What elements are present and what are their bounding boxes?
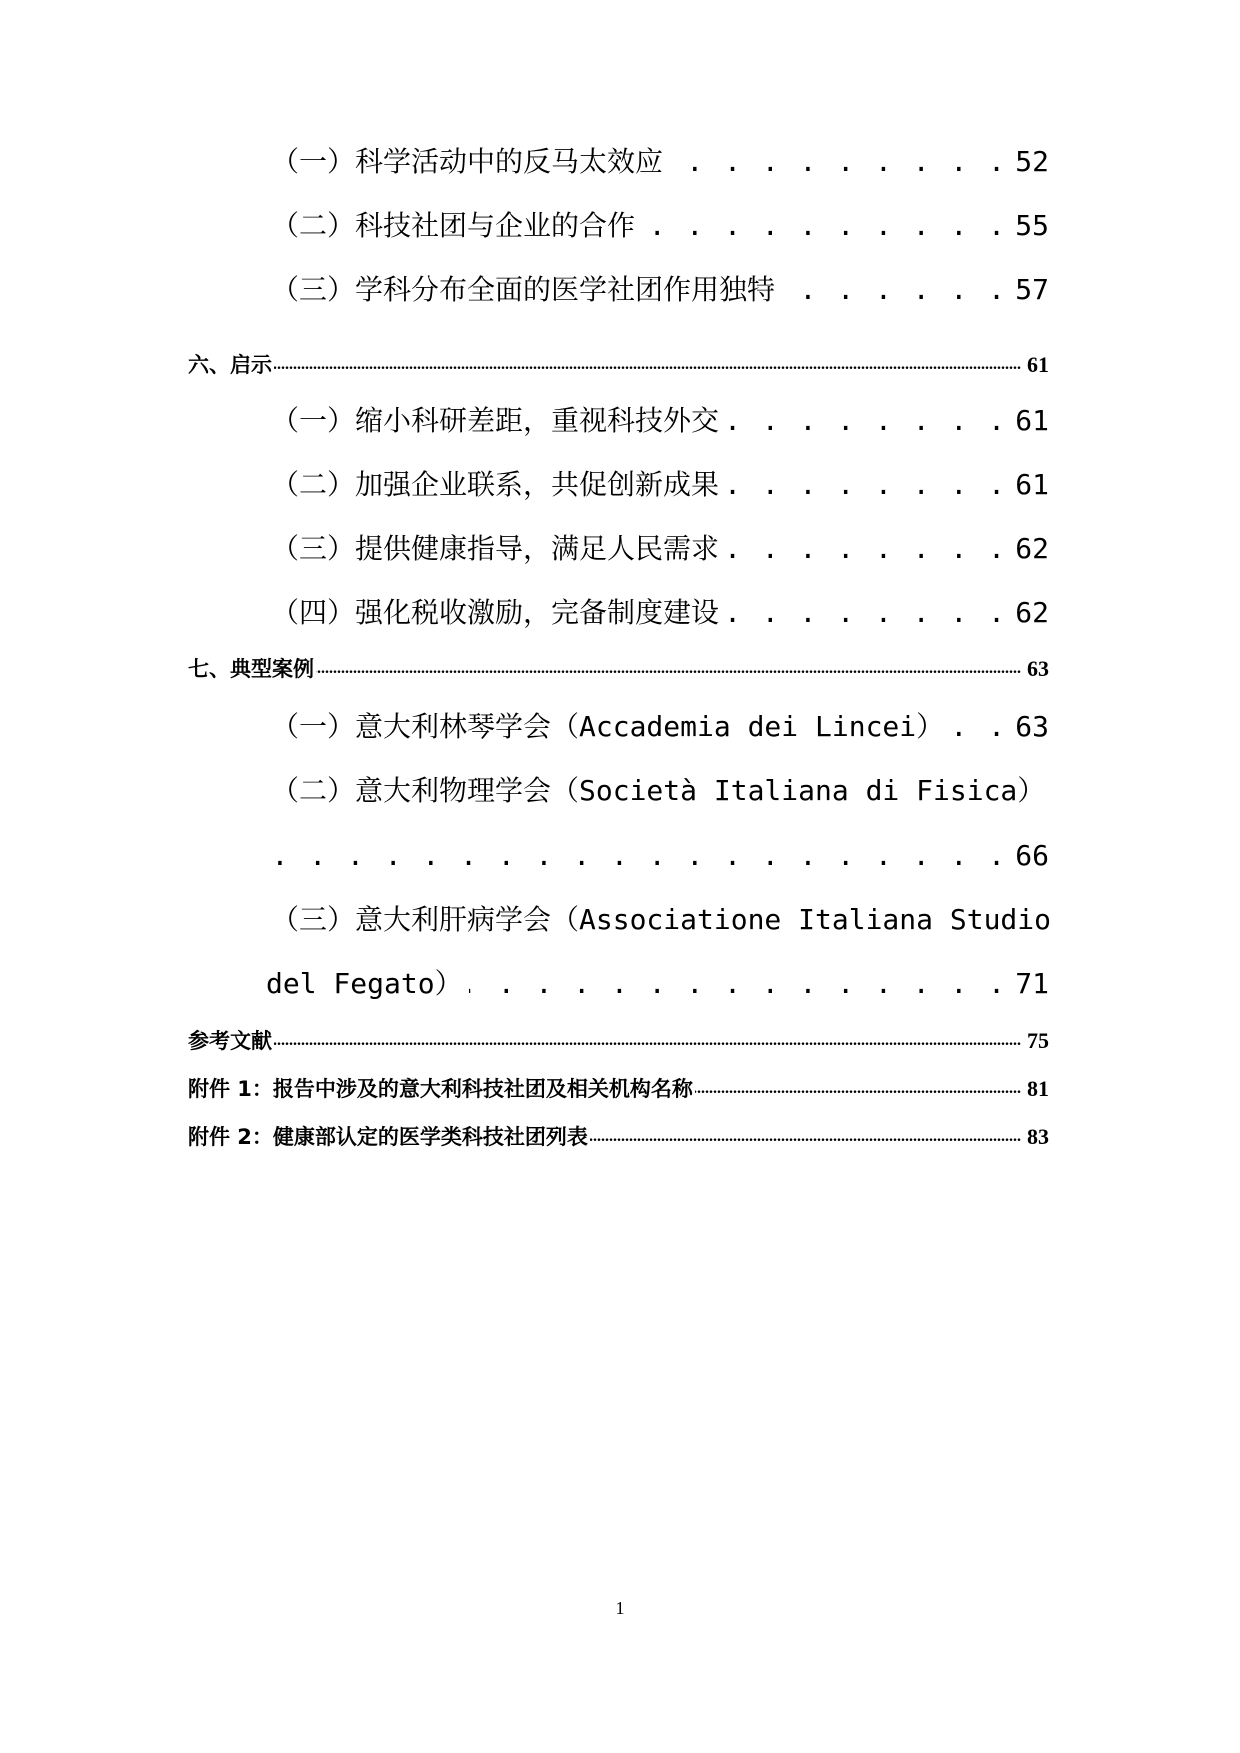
- toc-entry-physics-society-title[interactable]: （二）意大利物理学会（Società Italiana di Fisica）: [271, 774, 1046, 807]
- toc-section-title: 六、启示: [188, 353, 272, 377]
- toc-entry-tax-incentives[interactable]: [271, 593, 1049, 633]
- toc-entry-title: （一）缩小科研差距，重视科技外交: [271, 404, 720, 437]
- toc-entry-health-guidance[interactable]: [271, 529, 1049, 569]
- toc-entry-title: （四）强化税收激励，完备制度建设: [271, 596, 720, 629]
- toc-section-title: 附件 1：报告中涉及的意大利科技社团及相关机构名称: [188, 1077, 693, 1101]
- toc-entry-title-cont: del Fegato）: [266, 967, 463, 1000]
- toc-entry-physics-society-leader[interactable]: [271, 836, 1049, 876]
- dot-leader: [695, 1074, 1021, 1104]
- toc-entry-page: 61: [1015, 404, 1049, 437]
- dot-leader: [725, 465, 1007, 505]
- toc-entry-liver-society-cont[interactable]: [266, 964, 1049, 1004]
- dot-leader: [469, 964, 1007, 1004]
- toc-entry-page: 57: [1015, 273, 1049, 306]
- dot-leader: [274, 350, 1021, 380]
- dot-leader: [725, 593, 1007, 633]
- toc-section-title: 附件 2：健康部认定的医学类科技社团列表: [188, 1125, 588, 1149]
- toc-section-typical-cases[interactable]: [188, 654, 1049, 684]
- toc-section-title: 参考文献: [188, 1029, 272, 1053]
- toc-entry-title: （二）科技社团与企业的合作: [271, 209, 636, 242]
- toc-entry-page: 61: [1015, 468, 1049, 501]
- dot-leader: [590, 1122, 1021, 1152]
- toc-entry-title: （一）科学活动中的反马太效应: [271, 145, 664, 178]
- dot-leader: [316, 654, 1021, 684]
- dot-leader: [669, 142, 1007, 182]
- toc-entry-page: 62: [1015, 532, 1049, 565]
- dot-leader: [271, 836, 1007, 876]
- dot-leader: [641, 206, 1007, 246]
- dot-leader: [274, 1026, 1021, 1056]
- toc-entry-medical-societies[interactable]: [271, 270, 1049, 310]
- toc-section-appendix-2[interactable]: [188, 1122, 1049, 1152]
- toc-entry-page: 55: [1015, 209, 1049, 242]
- toc-entry-title: （一）意大利林琴学会（Accademia dei Lincei）: [271, 710, 945, 743]
- toc-section-title: 七、典型案例: [188, 657, 314, 681]
- toc-entry-title: （二）加强企业联系，共促创新成果: [271, 468, 720, 501]
- dot-leader: [725, 401, 1007, 441]
- toc-entry-reverse-matthew-effect[interactable]: [271, 142, 1049, 182]
- page-number: 1: [615, 1598, 625, 1618]
- toc-section-page: 81: [1027, 1076, 1049, 1101]
- toc-entry-title: （三）提供健康指导，满足人民需求: [271, 532, 720, 565]
- toc-section-page: 83: [1027, 1124, 1049, 1149]
- dot-leader: [781, 270, 1007, 310]
- dot-leader: [725, 529, 1007, 569]
- toc-section-inspiration[interactable]: [188, 350, 1049, 380]
- toc-entry-page: 63: [1015, 710, 1049, 743]
- toc-section-references[interactable]: [188, 1026, 1049, 1056]
- toc-entry-title: （三）学科分布全面的医学社团作用独特: [271, 273, 776, 306]
- toc-entry-page: 71: [1015, 967, 1049, 1000]
- toc-entry-page: 62: [1015, 596, 1049, 629]
- toc-entry-liver-society-title[interactable]: （三）意大利肝病学会（Associatione Italiana Studio: [271, 903, 1052, 936]
- toc-section-page: 63: [1027, 656, 1049, 681]
- toc-entry-page: 66: [1015, 839, 1049, 872]
- toc-entry-enterprise-link[interactable]: [271, 465, 1049, 505]
- toc-entry-research-gap[interactable]: [271, 401, 1049, 441]
- toc-entry-accademia-lincei[interactable]: [271, 707, 1049, 747]
- toc-section-appendix-1[interactable]: [188, 1074, 1049, 1104]
- toc-section-page: 61: [1027, 352, 1049, 377]
- toc-section-page: 75: [1027, 1028, 1049, 1053]
- toc-entry-page: 52: [1015, 145, 1049, 178]
- toc-entry-enterprise-cooperation[interactable]: [271, 206, 1049, 246]
- dot-leader: [950, 707, 1007, 747]
